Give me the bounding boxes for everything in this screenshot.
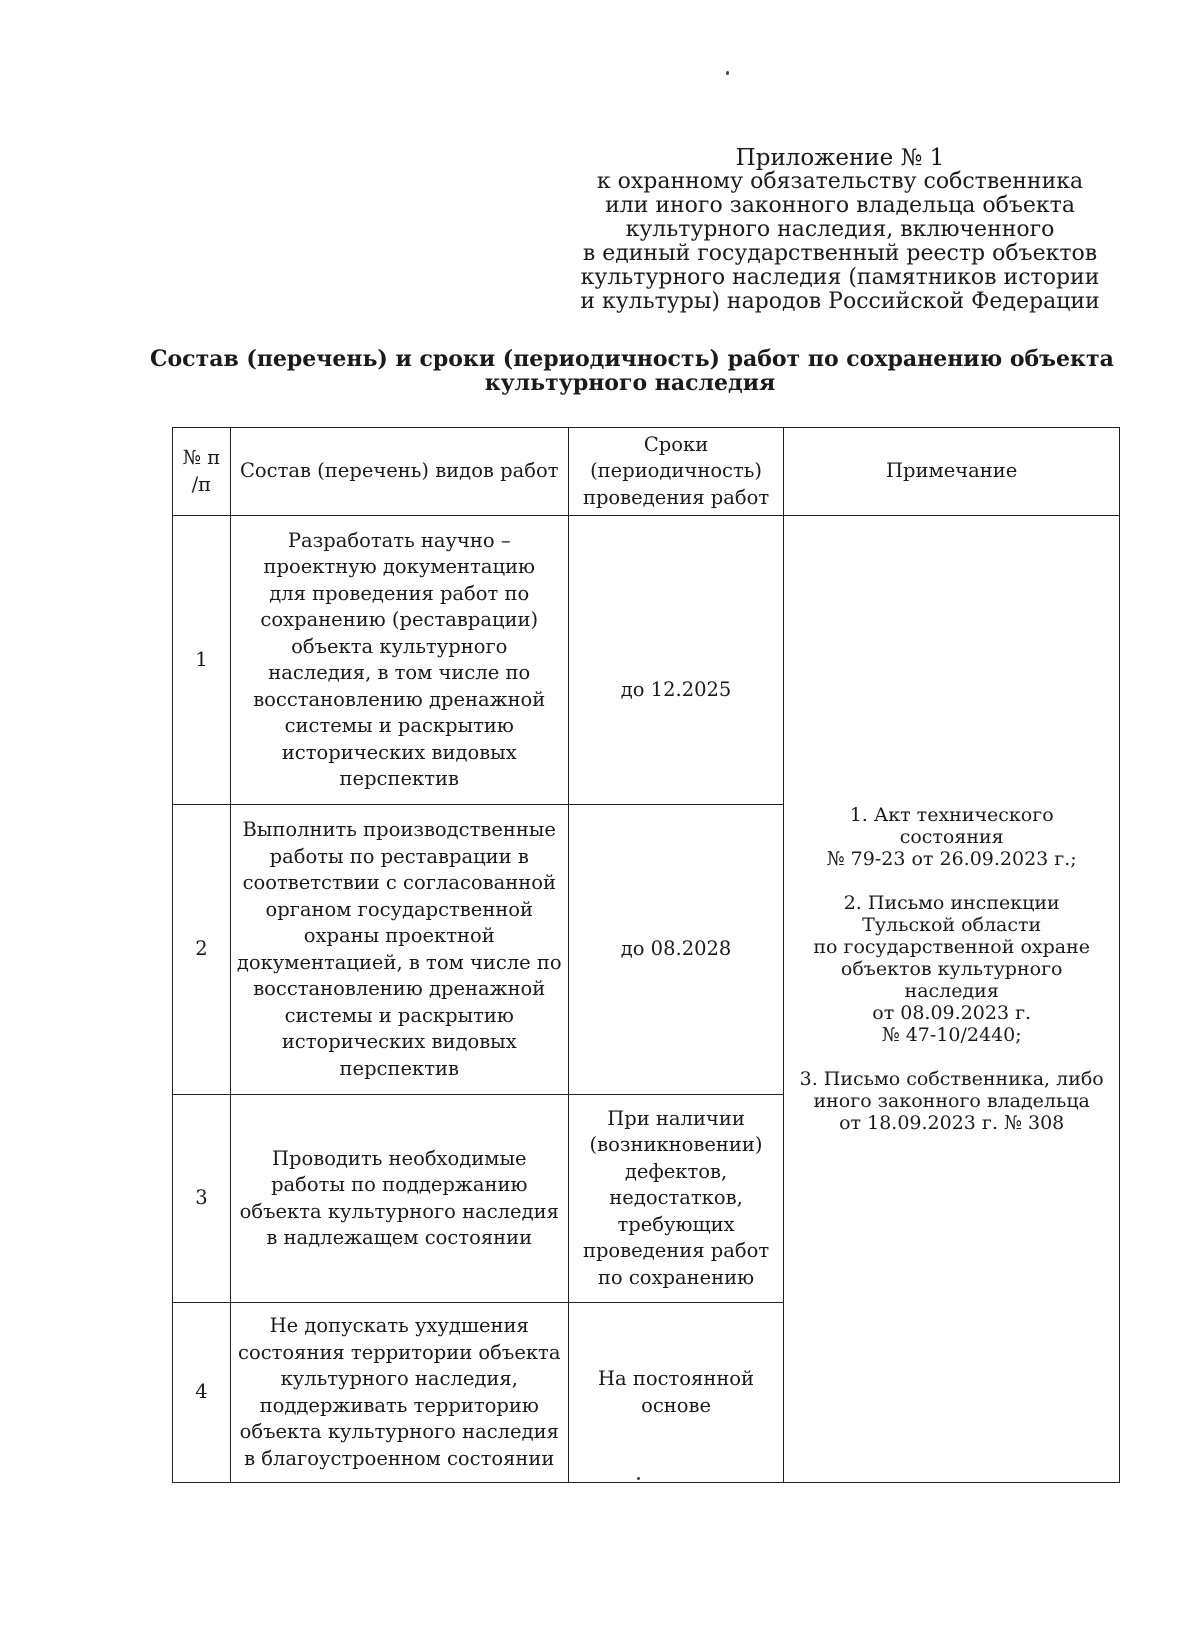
row-number: 1 [173,516,231,805]
document-title [150,346,1114,396]
appendix-line: культурного наследия, включенного [625,217,1055,242]
row-number: 2 [173,805,231,1095]
row-number: 3 [173,1095,231,1303]
header-number: № п /п [173,428,231,516]
title-line: Состав (перечень) и сроки (периодичность) работ по сохранению объекта [150,346,1114,372]
row-work: Выполнить производственные работы по реставрации в соответствии с согласованной органом государственной охраны проектной документацией, в том числе по восстановлению дренажной системы и раскрытию исторических видовых перспектив [230,805,568,1095]
header-note: Примечание [784,428,1120,516]
appendix-line: или иного законного владельца объекта [605,193,1075,218]
appendix-header [560,146,1120,314]
header-work-list: Состав (перечень) видов работ [230,428,568,516]
table-row [173,516,1120,805]
appendix-line: и культуры) народов Российской Федерации [580,289,1100,314]
scan-speck [726,71,729,75]
appendix-line: в единый государственный реестр объектов [582,241,1098,266]
row-work: Не допускать ухудшения состояния территории объекта культурного наследия, поддерживать территорию объекта культурного наследия в благоустроенном состоянии [230,1303,568,1483]
appendix-line: к охранному обязательству собственника [596,169,1084,194]
row-work: Проводить необходимые работы по поддержанию объекта культурного наследия в надлежащем состоянии [230,1095,568,1303]
row-term: При наличии (возникновении) дефектов, недостатков, требующих проведения работ по сохранению [568,1095,784,1303]
row-number: 4 [173,1303,231,1483]
row-work: Разработать научно – проектную документацию для проведения работ по сохранению (реставрации) объекта культурного наследия, в том числе по восстановлению дренажной системы и раскрытию исторических видовых перспектив [230,516,568,805]
row-term: На постоянной основе [568,1303,784,1483]
works-table [172,427,1120,1483]
scan-speck [637,1477,640,1480]
header-terms: Сроки (периодичность) проведения работ [568,428,784,516]
appendix-title: Приложение № 1 [735,145,945,171]
table-header-row [173,428,1120,516]
row-term: до 12.2025 [568,516,784,805]
note-cell: 1. Акт технического состояния № 79-23 от 26.09.2023 г.; 2. Письмо инспекции Тульской области по государственной охране объектов культурного наследия от 08.09.2023 г. № 47-10/2440; 3. Письмо собственника, либо иного законного владельца от 18.09.2023 г. № 308 [784,516,1120,1483]
appendix-line: культурного наследия (памятников истории [580,265,1100,290]
title-line: культурного наследия [484,370,776,396]
row-term: до 08.2028 [568,805,784,1095]
